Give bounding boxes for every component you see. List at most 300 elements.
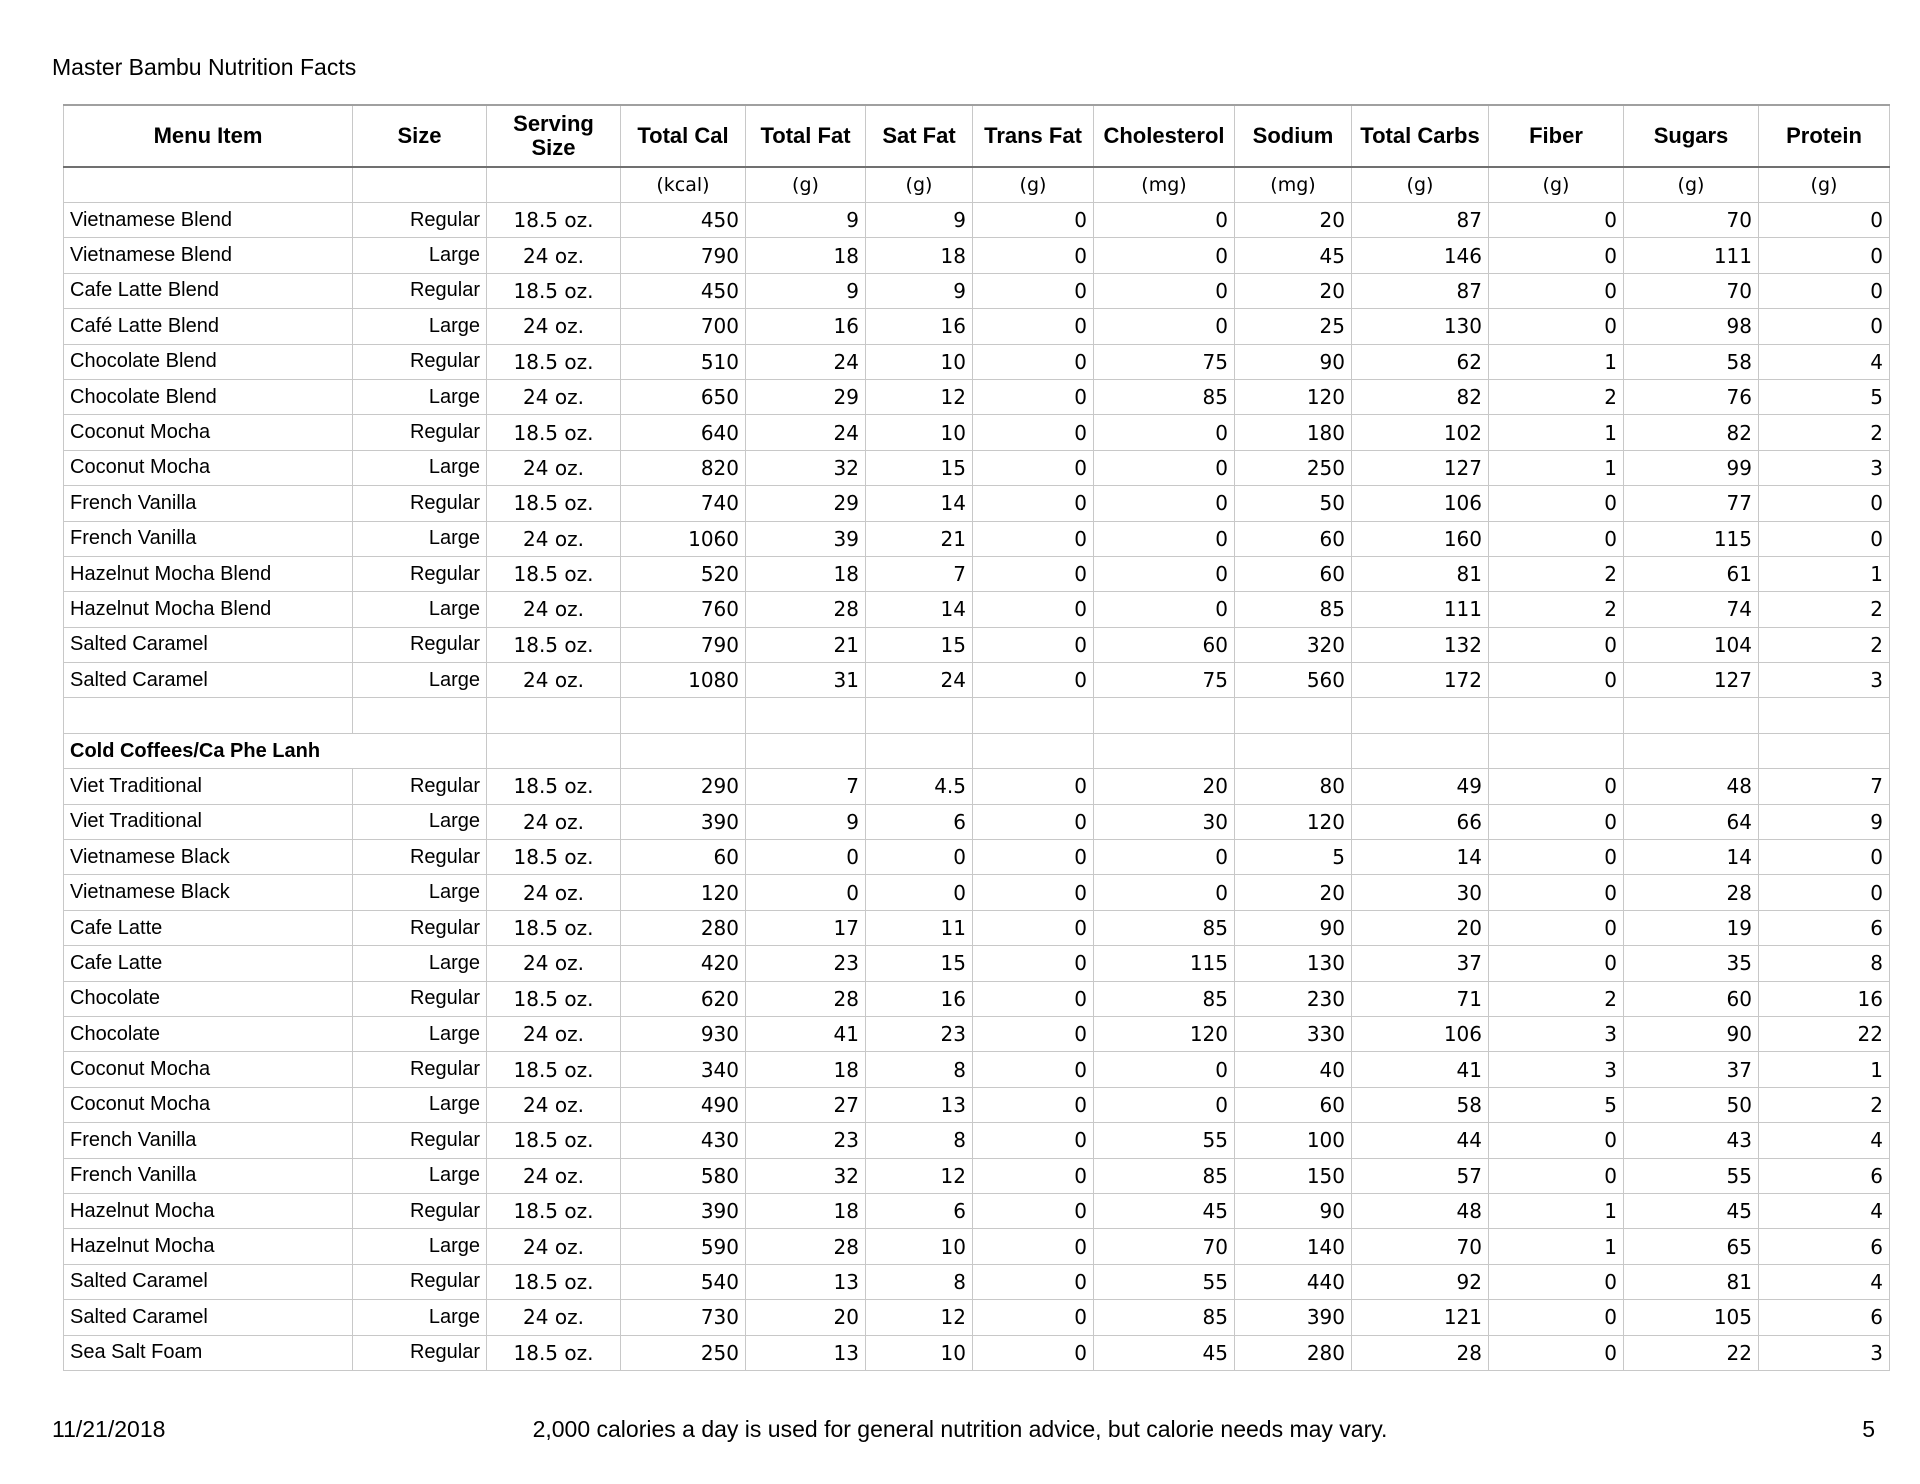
value-cell: 700 xyxy=(621,309,746,344)
column-header: Trans Fat xyxy=(973,105,1094,167)
serving-size-cell: 18.5 oz. xyxy=(487,556,621,591)
menu-item-cell: Salted Caramel xyxy=(64,627,353,662)
value-cell: 0 xyxy=(1759,273,1890,308)
value-cell: 0 xyxy=(1489,203,1624,238)
size-cell: Large xyxy=(353,875,487,910)
size-cell: Regular xyxy=(353,415,487,450)
value-cell: 5 xyxy=(1489,1087,1624,1122)
value-cell: 57 xyxy=(1352,1158,1489,1193)
serving-size-cell: 18.5 oz. xyxy=(487,981,621,1016)
value-cell: 120 xyxy=(1235,379,1352,414)
value-cell: 0 xyxy=(1759,840,1890,875)
value-cell: 1 xyxy=(1489,1229,1624,1264)
value-cell: 45 xyxy=(1094,1335,1235,1370)
value-cell: 540 xyxy=(621,1264,746,1299)
value-cell: 18 xyxy=(746,238,866,273)
value-cell: 0 xyxy=(1759,486,1890,521)
size-cell: Regular xyxy=(353,556,487,591)
value-cell: 0 xyxy=(1759,521,1890,556)
value-cell: 9 xyxy=(1759,804,1890,839)
value-cell: 37 xyxy=(1352,946,1489,981)
serving-size-cell: 24 oz. xyxy=(487,592,621,627)
value-cell: 23 xyxy=(746,1123,866,1158)
value-cell: 0 xyxy=(973,804,1094,839)
value-cell: 0 xyxy=(1489,910,1624,945)
size-cell: Regular xyxy=(353,203,487,238)
value-cell: 90 xyxy=(1235,344,1352,379)
table-row xyxy=(64,1087,1890,1122)
value-cell: 3 xyxy=(1489,1016,1624,1051)
value-cell: 6 xyxy=(1759,1229,1890,1264)
value-cell: 8 xyxy=(1759,946,1890,981)
menu-item-cell: Hazelnut Mocha Blend xyxy=(64,592,353,627)
size-cell: Regular xyxy=(353,1123,487,1158)
value-cell: 0 xyxy=(1759,238,1890,273)
value-cell: 16 xyxy=(1759,981,1890,1016)
value-cell: 60 xyxy=(1235,1087,1352,1122)
serving-size-cell: 18.5 oz. xyxy=(487,627,621,662)
value-cell: 100 xyxy=(1235,1123,1352,1158)
size-cell: Large xyxy=(353,1158,487,1193)
value-cell: 16 xyxy=(746,309,866,344)
value-cell: 65 xyxy=(1624,1229,1759,1264)
column-header: Sodium xyxy=(1235,105,1352,167)
menu-item-cell: Coconut Mocha xyxy=(64,450,353,485)
menu-item-cell: Café Latte Blend xyxy=(64,309,353,344)
table-row xyxy=(64,1016,1890,1051)
value-cell: 14 xyxy=(866,592,973,627)
unit-cell: (kcal) xyxy=(621,167,746,203)
value-cell: 280 xyxy=(621,910,746,945)
value-cell: 23 xyxy=(746,946,866,981)
value-cell: 7 xyxy=(1759,769,1890,804)
value-cell: 29 xyxy=(746,379,866,414)
value-cell: 820 xyxy=(621,450,746,485)
size-cell: Regular xyxy=(353,1264,487,1299)
size-cell: Regular xyxy=(353,273,487,308)
table-row xyxy=(64,1193,1890,1228)
value-cell: 510 xyxy=(621,344,746,379)
serving-size-cell: 24 oz. xyxy=(487,379,621,414)
value-cell: 0 xyxy=(1094,415,1235,450)
value-cell: 60 xyxy=(621,840,746,875)
serving-size-cell: 18.5 oz. xyxy=(487,910,621,945)
value-cell: 0 xyxy=(1094,450,1235,485)
value-cell: 0 xyxy=(973,1300,1094,1335)
value-cell: 40 xyxy=(1235,1052,1352,1087)
value-cell: 45 xyxy=(1624,1193,1759,1228)
value-cell: 82 xyxy=(1352,379,1489,414)
value-cell: 21 xyxy=(866,521,973,556)
section-spacer xyxy=(64,698,1890,769)
menu-item-cell: Viet Traditional xyxy=(64,804,353,839)
value-cell: 450 xyxy=(621,203,746,238)
serving-size-cell: 24 oz. xyxy=(487,1229,621,1264)
menu-item-cell: Salted Caramel xyxy=(64,663,353,698)
value-cell: 420 xyxy=(621,946,746,981)
value-cell: 620 xyxy=(621,981,746,1016)
value-cell: 1060 xyxy=(621,521,746,556)
value-cell: 10 xyxy=(866,415,973,450)
table-row xyxy=(64,1123,1890,1158)
menu-item-cell: Vietnamese Blend xyxy=(64,203,353,238)
column-header: Total Fat xyxy=(746,105,866,167)
menu-item-cell: Vietnamese Black xyxy=(64,875,353,910)
value-cell: 13 xyxy=(746,1335,866,1370)
value-cell: 90 xyxy=(1235,1193,1352,1228)
value-cell: 27 xyxy=(746,1087,866,1122)
size-cell: Large xyxy=(353,379,487,414)
value-cell: 10 xyxy=(866,1229,973,1264)
unit-cell: (g) xyxy=(1759,167,1890,203)
value-cell: 640 xyxy=(621,415,746,450)
table-row xyxy=(64,840,1890,875)
menu-item-cell: French Vanilla xyxy=(64,521,353,556)
value-cell: 115 xyxy=(1094,946,1235,981)
serving-size-cell: 18.5 oz. xyxy=(487,486,621,521)
value-cell: 0 xyxy=(1094,486,1235,521)
value-cell: 9 xyxy=(746,804,866,839)
value-cell: 930 xyxy=(621,1016,746,1051)
menu-item-cell: Vietnamese Blend xyxy=(64,238,353,273)
value-cell: 39 xyxy=(746,521,866,556)
table-row xyxy=(64,592,1890,627)
menu-item-cell: French Vanilla xyxy=(64,1123,353,1158)
value-cell: 105 xyxy=(1624,1300,1759,1335)
blank-row xyxy=(64,698,1890,733)
column-header: Fiber xyxy=(1489,105,1624,167)
value-cell: 121 xyxy=(1352,1300,1489,1335)
value-cell: 0 xyxy=(973,769,1094,804)
value-cell: 24 xyxy=(746,415,866,450)
column-header: Size xyxy=(353,105,487,167)
column-header: Total Cal xyxy=(621,105,746,167)
value-cell: 99 xyxy=(1624,450,1759,485)
value-cell: 0 xyxy=(1489,1264,1624,1299)
value-cell: 0 xyxy=(1489,769,1624,804)
serving-size-cell: 24 oz. xyxy=(487,1016,621,1051)
value-cell: 0 xyxy=(1489,1123,1624,1158)
column-header: Total Carbs xyxy=(1352,105,1489,167)
value-cell: 85 xyxy=(1094,1300,1235,1335)
size-cell: Regular xyxy=(353,769,487,804)
value-cell: 15 xyxy=(866,946,973,981)
table-row xyxy=(64,415,1890,450)
serving-size-cell: 18.5 oz. xyxy=(487,1193,621,1228)
value-cell: 0 xyxy=(1489,486,1624,521)
value-cell: 28 xyxy=(1624,875,1759,910)
value-cell: 4.5 xyxy=(866,769,973,804)
value-cell: 10 xyxy=(866,1335,973,1370)
value-cell: 180 xyxy=(1235,415,1352,450)
value-cell: 0 xyxy=(973,486,1094,521)
value-cell: 12 xyxy=(866,1300,973,1335)
menu-item-cell: Hazelnut Mocha xyxy=(64,1229,353,1264)
value-cell: 2 xyxy=(1759,415,1890,450)
value-cell: 760 xyxy=(621,592,746,627)
table-row xyxy=(64,203,1890,238)
value-cell: 85 xyxy=(1094,910,1235,945)
cold-rows xyxy=(64,769,1890,1371)
value-cell: 0 xyxy=(973,592,1094,627)
value-cell: 0 xyxy=(1489,238,1624,273)
unit-cell: (g) xyxy=(746,167,866,203)
column-header: Serving Size xyxy=(487,105,621,167)
menu-item-cell: Chocolate xyxy=(64,1016,353,1051)
table-row xyxy=(64,1335,1890,1370)
column-header: Menu Item xyxy=(64,105,353,167)
value-cell: 30 xyxy=(1352,875,1489,910)
value-cell: 62 xyxy=(1352,344,1489,379)
size-cell: Large xyxy=(353,521,487,556)
value-cell: 0 xyxy=(1094,1052,1235,1087)
value-cell: 0 xyxy=(973,1052,1094,1087)
table-row xyxy=(64,1264,1890,1299)
value-cell: 15 xyxy=(866,450,973,485)
value-cell: 390 xyxy=(1235,1300,1352,1335)
value-cell: 74 xyxy=(1624,592,1759,627)
value-cell: 0 xyxy=(973,1229,1094,1264)
size-cell: Large xyxy=(353,309,487,344)
value-cell: 390 xyxy=(621,1193,746,1228)
size-cell: Large xyxy=(353,663,487,698)
menu-item-cell: Hazelnut Mocha Blend xyxy=(64,556,353,591)
value-cell: 24 xyxy=(746,344,866,379)
value-cell: 450 xyxy=(621,273,746,308)
menu-item-cell: Chocolate Blend xyxy=(64,379,353,414)
value-cell: 1 xyxy=(1489,450,1624,485)
table-row xyxy=(64,1300,1890,1335)
table-row xyxy=(64,1158,1890,1193)
size-cell: Regular xyxy=(353,344,487,379)
value-cell: 120 xyxy=(621,875,746,910)
value-cell: 75 xyxy=(1094,344,1235,379)
table-row xyxy=(64,556,1890,591)
value-cell: 70 xyxy=(1624,203,1759,238)
value-cell: 7 xyxy=(866,556,973,591)
value-cell: 64 xyxy=(1624,804,1759,839)
menu-item-cell: Chocolate Blend xyxy=(64,344,353,379)
value-cell: 28 xyxy=(746,592,866,627)
value-cell: 6 xyxy=(866,804,973,839)
value-cell: 0 xyxy=(973,521,1094,556)
value-cell: 0 xyxy=(1094,521,1235,556)
unit-cell: (g) xyxy=(1489,167,1624,203)
value-cell: 0 xyxy=(973,450,1094,485)
menu-item-cell: Coconut Mocha xyxy=(64,415,353,450)
unit-cell xyxy=(487,167,621,203)
value-cell: 50 xyxy=(1235,486,1352,521)
value-cell: 0 xyxy=(1489,1158,1624,1193)
value-cell: 127 xyxy=(1624,663,1759,698)
value-cell: 20 xyxy=(746,1300,866,1335)
value-cell: 0 xyxy=(1094,309,1235,344)
value-cell: 0 xyxy=(1489,521,1624,556)
value-cell: 0 xyxy=(973,415,1094,450)
value-cell: 58 xyxy=(1624,344,1759,379)
value-cell: 0 xyxy=(746,840,866,875)
value-cell: 0 xyxy=(1094,273,1235,308)
value-cell: 120 xyxy=(1235,804,1352,839)
value-cell: 730 xyxy=(621,1300,746,1335)
menu-item-cell: Cafe Latte xyxy=(64,910,353,945)
value-cell: 18 xyxy=(746,556,866,591)
serving-size-cell: 24 oz. xyxy=(487,946,621,981)
serving-size-cell: 24 oz. xyxy=(487,1158,621,1193)
menu-item-cell: French Vanilla xyxy=(64,486,353,521)
value-cell: 14 xyxy=(1624,840,1759,875)
unit-cell: (g) xyxy=(1352,167,1489,203)
size-cell: Regular xyxy=(353,840,487,875)
value-cell: 127 xyxy=(1352,450,1489,485)
value-cell: 70 xyxy=(1624,273,1759,308)
serving-size-cell: 24 oz. xyxy=(487,1300,621,1335)
value-cell: 24 xyxy=(866,663,973,698)
value-cell: 111 xyxy=(1624,238,1759,273)
value-cell: 20 xyxy=(1235,875,1352,910)
serving-size-cell: 18.5 oz. xyxy=(487,1052,621,1087)
value-cell: 81 xyxy=(1624,1264,1759,1299)
value-cell: 4 xyxy=(1759,1264,1890,1299)
value-cell: 8 xyxy=(866,1052,973,1087)
section-heading: Cold Coffees/Ca Phe Lanh xyxy=(64,733,487,768)
table-row xyxy=(64,273,1890,308)
value-cell: 35 xyxy=(1624,946,1759,981)
document-title: Master Bambu Nutrition Facts xyxy=(52,54,357,80)
value-cell: 1 xyxy=(1489,415,1624,450)
value-cell: 85 xyxy=(1235,592,1352,627)
value-cell: 0 xyxy=(1489,875,1624,910)
size-cell: Large xyxy=(353,946,487,981)
unit-cell: (mg) xyxy=(1235,167,1352,203)
value-cell: 77 xyxy=(1624,486,1759,521)
value-cell: 48 xyxy=(1352,1193,1489,1228)
value-cell: 0 xyxy=(973,238,1094,273)
menu-item-cell: Chocolate xyxy=(64,981,353,1016)
value-cell: 160 xyxy=(1352,521,1489,556)
value-cell: 5 xyxy=(1759,379,1890,414)
value-cell: 1 xyxy=(1759,1052,1890,1087)
value-cell: 9 xyxy=(746,273,866,308)
unit-cell: (g) xyxy=(1624,167,1759,203)
value-cell: 0 xyxy=(1759,203,1890,238)
value-cell: 0 xyxy=(973,627,1094,662)
value-cell: 15 xyxy=(866,627,973,662)
value-cell: 37 xyxy=(1624,1052,1759,1087)
value-cell: 1 xyxy=(1489,1193,1624,1228)
value-cell: 22 xyxy=(1759,1016,1890,1051)
serving-size-cell: 18.5 oz. xyxy=(487,769,621,804)
value-cell: 0 xyxy=(1094,203,1235,238)
size-cell: Large xyxy=(353,1300,487,1335)
serving-size-cell: 18.5 oz. xyxy=(487,840,621,875)
value-cell: 0 xyxy=(1094,1087,1235,1122)
table-row xyxy=(64,1052,1890,1087)
value-cell: 0 xyxy=(1489,804,1624,839)
value-cell: 8 xyxy=(866,1123,973,1158)
value-cell: 0 xyxy=(1094,592,1235,627)
value-cell: 13 xyxy=(746,1264,866,1299)
serving-size-cell: 24 oz. xyxy=(487,804,621,839)
value-cell: 490 xyxy=(621,1087,746,1122)
serving-size-cell: 24 oz. xyxy=(487,238,621,273)
value-cell: 250 xyxy=(621,1335,746,1370)
value-cell: 250 xyxy=(1235,450,1352,485)
size-cell: Large xyxy=(353,238,487,273)
value-cell: 23 xyxy=(866,1016,973,1051)
value-cell: 560 xyxy=(1235,663,1352,698)
serving-size-cell: 18.5 oz. xyxy=(487,415,621,450)
menu-item-cell: Cafe Latte xyxy=(64,946,353,981)
size-cell: Large xyxy=(353,1016,487,1051)
value-cell: 0 xyxy=(973,203,1094,238)
value-cell: 87 xyxy=(1352,203,1489,238)
value-cell: 10 xyxy=(866,344,973,379)
value-cell: 230 xyxy=(1235,981,1352,1016)
value-cell: 25 xyxy=(1235,309,1352,344)
value-cell: 85 xyxy=(1094,379,1235,414)
value-cell: 740 xyxy=(621,486,746,521)
value-cell: 320 xyxy=(1235,627,1352,662)
value-cell: 0 xyxy=(1489,946,1624,981)
value-cell: 150 xyxy=(1235,1158,1352,1193)
value-cell: 70 xyxy=(1094,1229,1235,1264)
value-cell: 98 xyxy=(1624,309,1759,344)
value-cell: 9 xyxy=(866,273,973,308)
header-row xyxy=(64,105,1890,167)
value-cell: 90 xyxy=(1624,1016,1759,1051)
footer-date: 11/21/2018 xyxy=(52,1416,166,1442)
value-cell: 104 xyxy=(1624,627,1759,662)
column-header: Protein xyxy=(1759,105,1890,167)
value-cell: 0 xyxy=(973,946,1094,981)
value-cell: 82 xyxy=(1624,415,1759,450)
value-cell: 20 xyxy=(1094,769,1235,804)
value-cell: 330 xyxy=(1235,1016,1352,1051)
value-cell: 58 xyxy=(1352,1087,1489,1122)
value-cell: 130 xyxy=(1235,946,1352,981)
serving-size-cell: 18.5 oz. xyxy=(487,1123,621,1158)
value-cell: 520 xyxy=(621,556,746,591)
value-cell: 106 xyxy=(1352,1016,1489,1051)
value-cell: 0 xyxy=(973,1123,1094,1158)
column-header: Sugars xyxy=(1624,105,1759,167)
unit-cell: (g) xyxy=(973,167,1094,203)
value-cell: 440 xyxy=(1235,1264,1352,1299)
table-row xyxy=(64,238,1890,273)
menu-item-cell: Viet Traditional xyxy=(64,769,353,804)
size-cell: Regular xyxy=(353,627,487,662)
value-cell: 130 xyxy=(1352,309,1489,344)
column-header: Sat Fat xyxy=(866,105,973,167)
value-cell: 0 xyxy=(973,981,1094,1016)
value-cell: 3 xyxy=(1759,663,1890,698)
value-cell: 49 xyxy=(1352,769,1489,804)
value-cell: 132 xyxy=(1352,627,1489,662)
value-cell: 6 xyxy=(866,1193,973,1228)
value-cell: 55 xyxy=(1094,1123,1235,1158)
table-row xyxy=(64,769,1890,804)
value-cell: 32 xyxy=(746,1158,866,1193)
value-cell: 45 xyxy=(1235,238,1352,273)
value-cell: 0 xyxy=(1489,309,1624,344)
value-cell: 0 xyxy=(746,875,866,910)
table-row xyxy=(64,344,1890,379)
value-cell: 2 xyxy=(1489,592,1624,627)
unit-cell: (g) xyxy=(866,167,973,203)
value-cell: 0 xyxy=(1094,238,1235,273)
value-cell: 85 xyxy=(1094,981,1235,1016)
